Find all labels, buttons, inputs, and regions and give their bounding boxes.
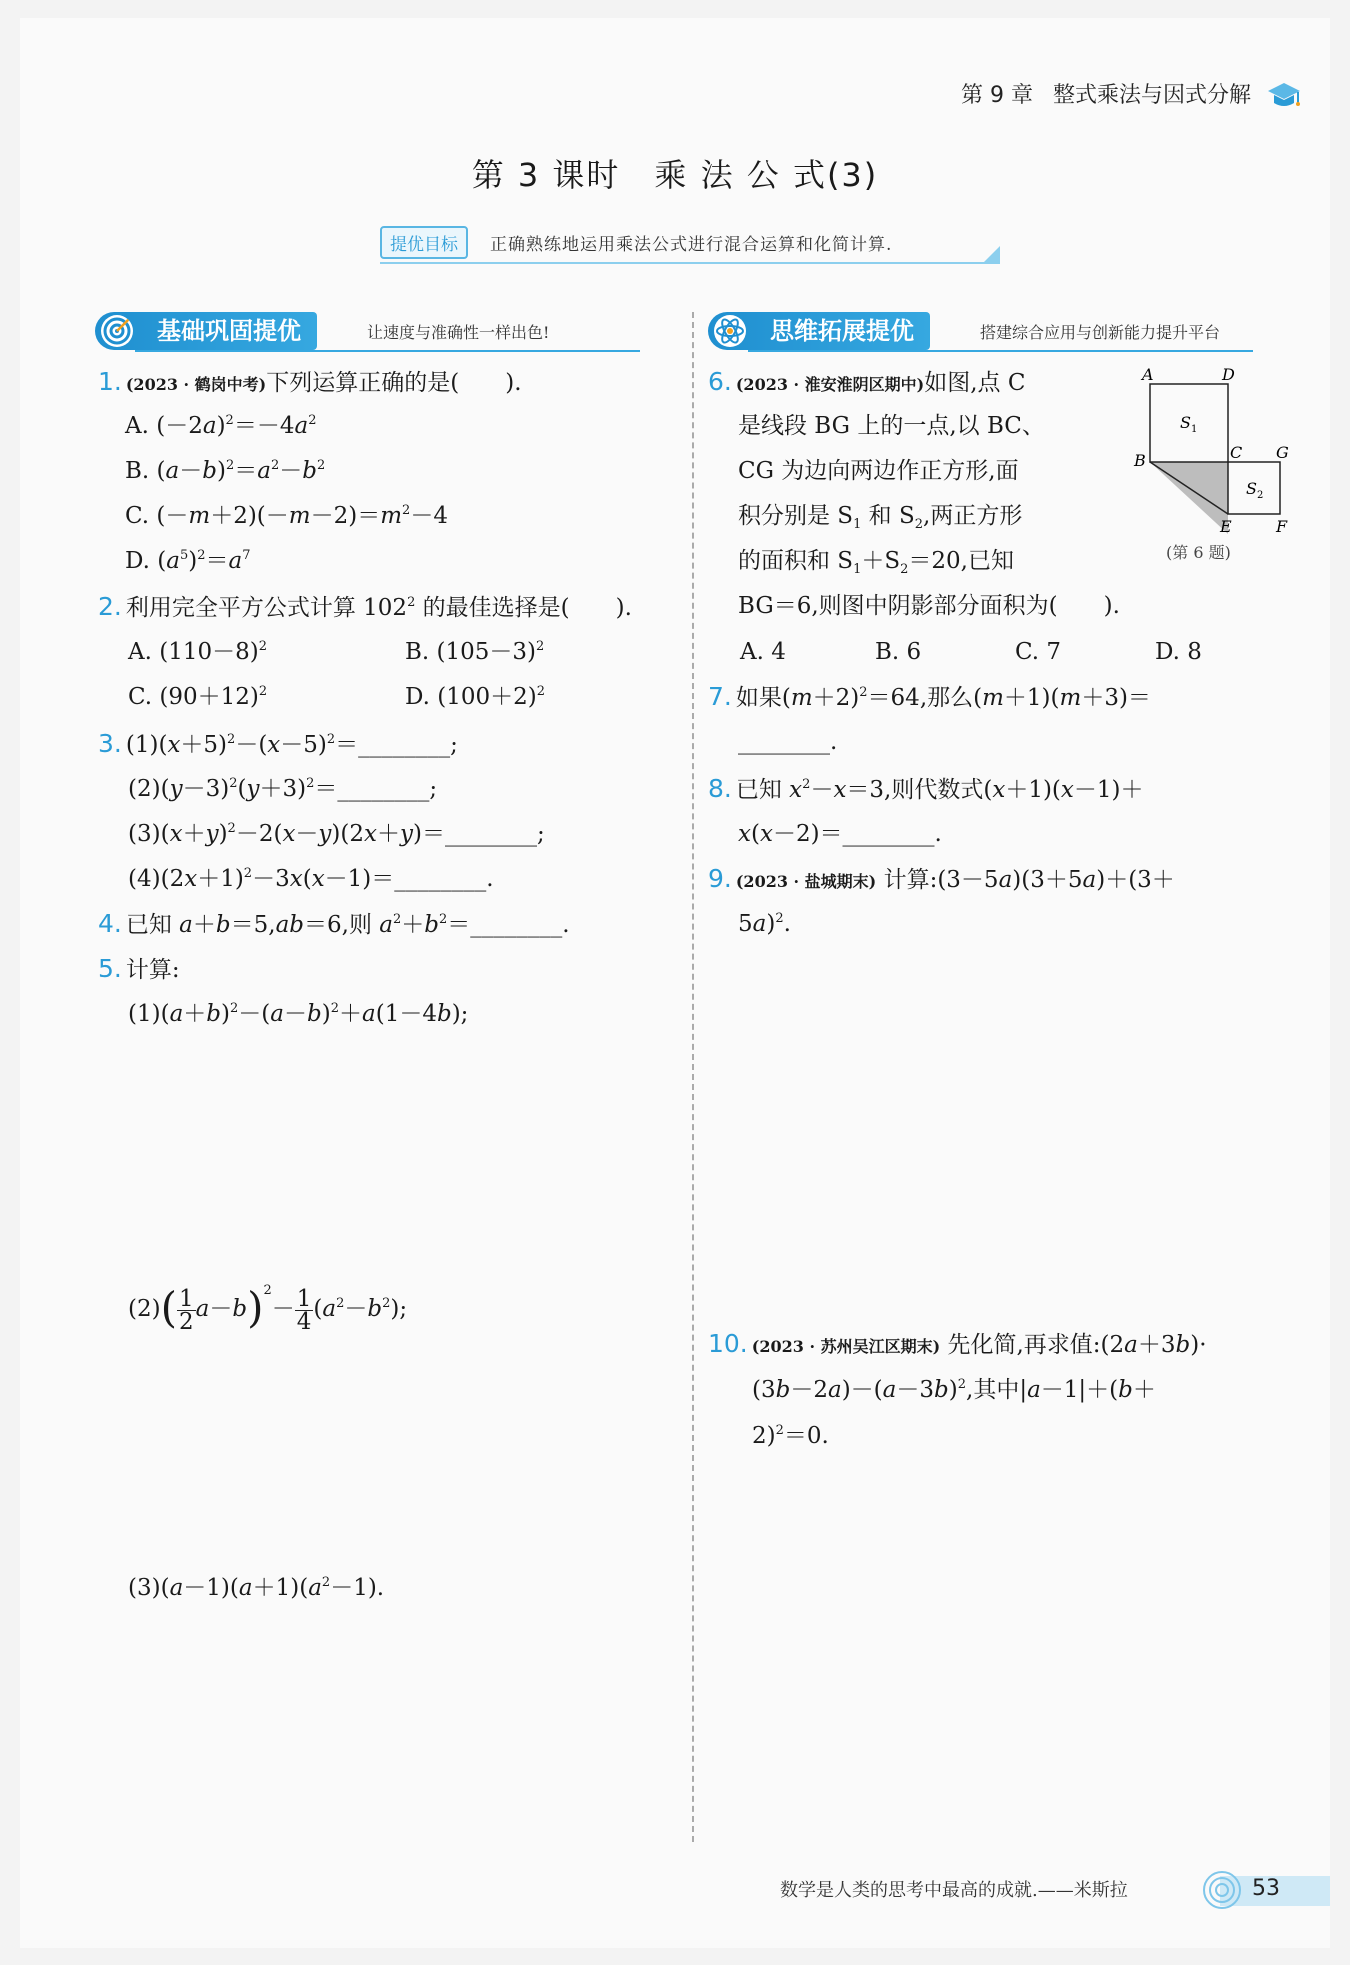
- section-subtitle-advanced: 搭建综合应用与创新能力提升平台: [980, 323, 1221, 342]
- chapter-name: 整式乘法与因式分解: [1052, 83, 1251, 108]
- question-source: (2023 · 盐城期末): [735, 872, 877, 891]
- question-stem: 下列运算正确的是( ).: [266, 370, 522, 396]
- question-5-part-3: $(3)(a-1)(a+1)(a^2-1)$.: [128, 1575, 385, 1601]
- question-5-part-2: (2)( $\frac{1}{2}$ a－b)$^2$－ $\frac{1}{4}$ $(a^2-b^2)$;: [128, 1283, 408, 1335]
- q6-option-c: C. 7: [1015, 639, 1062, 665]
- label-f: F: [1276, 517, 1288, 536]
- question-number: 8.: [708, 774, 732, 803]
- question-6: 6. (2023 · 淮安淮阴区期中)如图,点 C: [708, 367, 1026, 396]
- q2-option-a: A. $(110-8)^2$: [128, 639, 267, 665]
- section-banner-basic: [95, 312, 640, 352]
- question-number: 5.: [98, 954, 122, 983]
- label-e: E: [1220, 517, 1232, 536]
- footer-quote: 数学是人类的思考中最高的成就.——米斯拉: [780, 1880, 1128, 1901]
- question-number: 2.: [98, 592, 122, 621]
- q6-line-6: BG＝6,则图中阴影部分面积为( ).: [738, 593, 1120, 619]
- chapter-number: 第 9 章: [961, 83, 1033, 108]
- goal-corner: [982, 246, 1000, 264]
- question-1: [98, 360, 522, 407]
- question-source: (2023 · 鹤岗中考): [125, 375, 267, 394]
- question-5: 5. 计算:: [98, 954, 180, 983]
- chapter-header: [961, 78, 1302, 111]
- atom-icon: [714, 315, 746, 347]
- goal-underline: [380, 262, 990, 264]
- section-title-advanced: 思维拓展提优: [708, 312, 930, 350]
- question-source: (2023 · 苏州吴江区期末): [751, 1337, 941, 1356]
- q6-option-d: D. 8: [1155, 639, 1202, 665]
- q6-figure: [1130, 362, 1300, 572]
- q6-line-5: 的面积和 $S_1+S_2=20$,已知: [738, 548, 1014, 577]
- q10-line-2: $(3b-2a)-(a-3b)^2$,其中|a－1|＋(b＋: [752, 1377, 1156, 1403]
- q6-line-3: CG 为边向两边作正方形,面: [738, 458, 1019, 484]
- goal-text: 正确熟练地运用乘法公式进行混合运算和化简计算.: [490, 235, 893, 255]
- page-sheet: [20, 18, 1330, 1948]
- question-number: 9.: [708, 864, 732, 893]
- question-10: 10. (2023 · 苏州吴江区期末) 先化简,再求值:(2a＋3b)·: [708, 1329, 1207, 1358]
- question-3-part-4: $(4)(2x+1)^2-3x(x-1)=\_\_\_\_\_\_\_\_$.: [128, 866, 494, 892]
- q1-option-c: C. $(-m+2)(-m-2)=m^2-4$: [125, 503, 448, 529]
- question-number: 10.: [708, 1329, 748, 1358]
- q1-option-b: B. $(a-b)^2=a^2-b^2$: [125, 458, 326, 484]
- q9-line-2: 5a)$^2$.: [738, 911, 791, 937]
- q2-option-b: B. $(105-3)^2$: [405, 639, 545, 665]
- column-divider: [692, 312, 694, 1842]
- label-a: A: [1142, 365, 1154, 384]
- q6-option-a: A. 4: [740, 639, 786, 665]
- q6-option-b: B. 6: [875, 639, 922, 665]
- q6-line-4: 积分别是 $S_1$ 和 $S_2$,两正方形: [738, 503, 1023, 532]
- question-5-part-1: $(1)(a+b)^2-(a-b)^2+a(1-4b)$;: [128, 1001, 469, 1027]
- label-s2: $S_2$: [1246, 479, 1264, 501]
- question-8: 8. 已知 $x^2-x=3$,则代数式(x＋1)(x－1)＋: [708, 774, 1144, 803]
- q1-option-a: A. $(-2a)^2=-4a^2$: [125, 413, 317, 439]
- question-number: 7.: [708, 682, 732, 711]
- section-title-basic: 基础巩固提优: [95, 312, 317, 350]
- goal-box: [380, 224, 1000, 266]
- label-s1: $S_1$: [1180, 413, 1198, 435]
- question-number: 4.: [98, 909, 122, 938]
- figure-caption: (第 6 题): [1166, 543, 1231, 562]
- lesson-title: 第 3 课时 乘 法 公 式(3): [471, 156, 879, 194]
- section-banner-advanced: [708, 312, 1253, 352]
- question-number: 6.: [708, 367, 732, 396]
- question-9: 9. (2023 · 盐城期末) 计算:(3－5a)(3＋5a)＋(3＋: [708, 864, 1175, 893]
- question-4: 4. 已知 a＋b＝5,ab＝6,则 $a^2+b^2=\_\_\_\_\_\_\_\_$.: [98, 909, 570, 938]
- question-3-part-3: $(3)(x+y)^2-2(x-y)(2x+y)=\_\_\_\_\_\_\_\_$;: [128, 821, 545, 847]
- question-number: 1.: [98, 367, 122, 396]
- shaded-region: [1150, 462, 1228, 534]
- label-d: D: [1222, 365, 1235, 384]
- question-source: (2023 · 淮安淮阴区期中): [735, 375, 925, 394]
- label-b: B: [1134, 451, 1146, 470]
- q2-option-c: C. $(90+12)^2$: [128, 684, 268, 710]
- question-7: 7. 如果$(m+2)^2=64$,那么(m＋1)(m＋3)＝: [708, 682, 1151, 711]
- q1-option-d: D. $(a^5)^2=a^7$: [125, 548, 251, 574]
- page-number-badge: [1200, 1868, 1330, 1916]
- question-3-part-2: $(2)(y-3)^2(y+3)^2=\_\_\_\_\_\_\_\_$;: [128, 776, 438, 802]
- q10-line-3: 2)$^2$＝0.: [752, 1423, 829, 1449]
- banner-underline: [135, 350, 640, 352]
- page-number: 53: [1252, 1876, 1280, 1901]
- q7-blank: ________.: [738, 729, 838, 755]
- label-g: G: [1276, 443, 1289, 462]
- graduation-cap-icon: [1266, 81, 1302, 111]
- question-3-part-1: 3. $(1)(x+5)^2-(x-5)^2=\_\_\_\_\_\_\_\_$;: [98, 729, 458, 758]
- question-2: 2. 利用完全平方公式计算 $102^2$ 的最佳选择是( ).: [98, 592, 632, 621]
- question-number: 3.: [98, 729, 122, 758]
- target-icon: [101, 315, 133, 347]
- label-c: C: [1230, 443, 1243, 462]
- goal-badge: 提优目标: [380, 226, 468, 259]
- q2-option-d: D. $(100+2)^2$: [405, 684, 546, 710]
- section-subtitle-basic: 让速度与准确性一样出色!: [367, 323, 550, 342]
- q8-line-2: x(x－2)＝________.: [738, 821, 942, 847]
- banner-underline: [748, 350, 1253, 352]
- q6-line-2: 是线段 BG 上的一点,以 BC、: [738, 413, 1045, 439]
